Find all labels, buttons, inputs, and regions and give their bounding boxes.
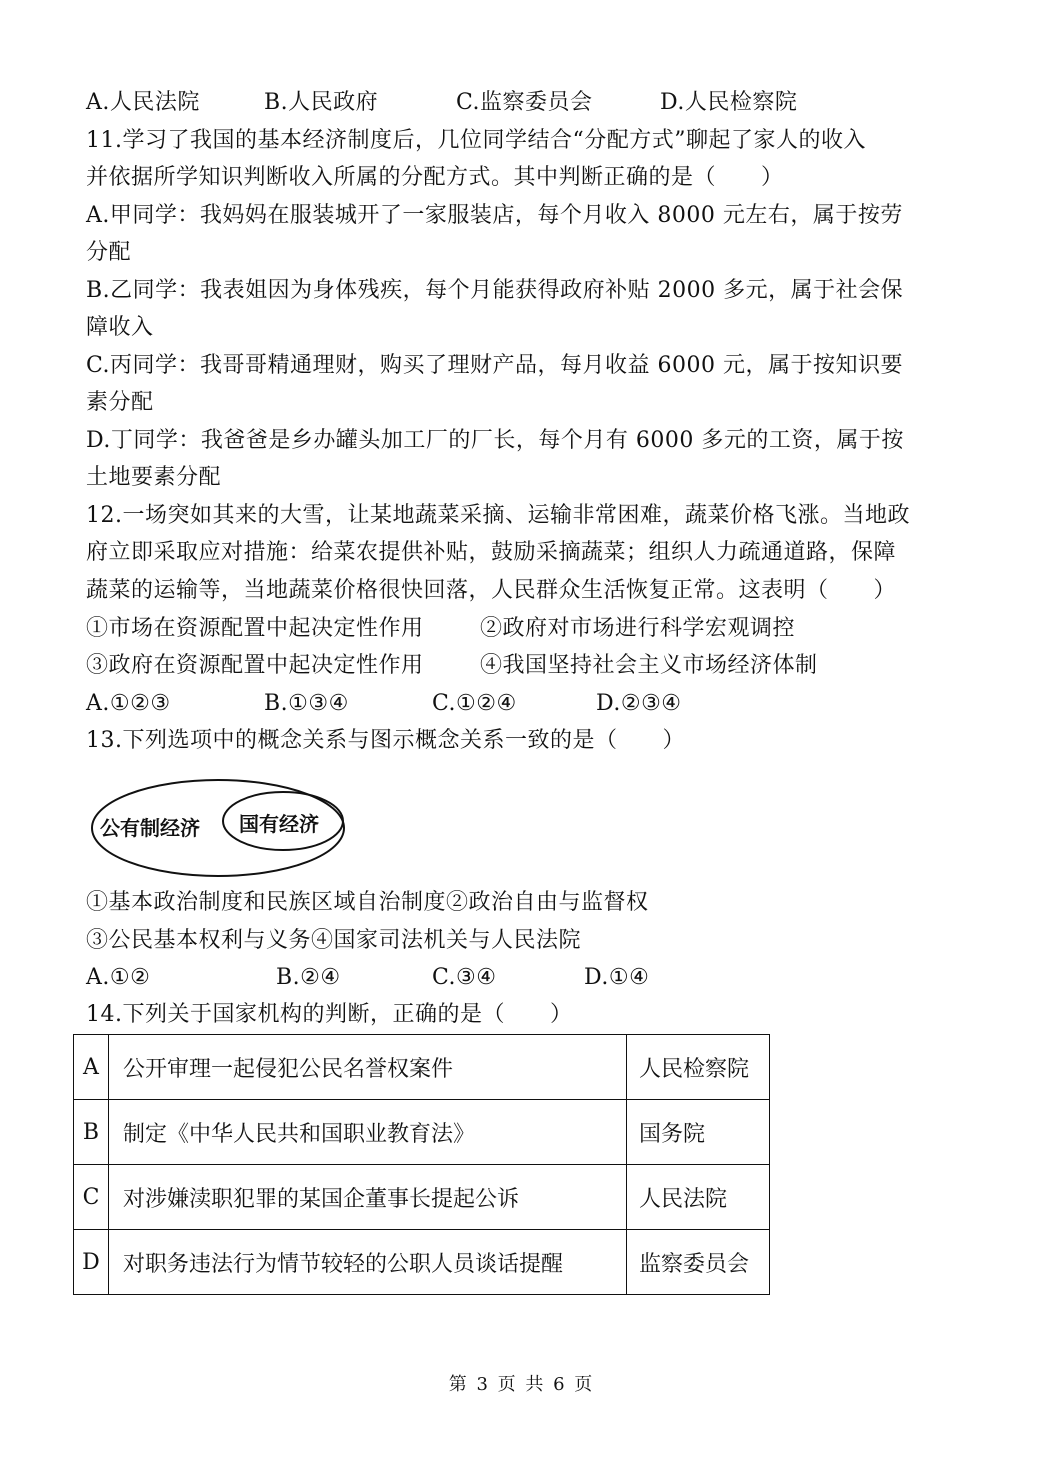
q10-option-d: D.人民检察院 xyxy=(660,90,798,115)
q11-option-d-line2: 土地要素分配 xyxy=(86,465,222,490)
q10-option-c: C.监察委员会 xyxy=(456,90,593,115)
q13-options xyxy=(86,963,966,993)
q12-statement-3: ③政府在资源配置中起决定性作用 xyxy=(86,653,424,678)
q12-option-b: B.①③④ xyxy=(264,691,349,716)
row-organ: 国务院 xyxy=(627,1100,770,1165)
q12-option-c: C.①②④ xyxy=(432,691,517,716)
q14-stem: 14.下列关于国家机构的判断，正确的是（ ） xyxy=(86,1002,573,1027)
diagram-outer-label: 公有制经济 xyxy=(100,816,200,840)
q11-option-a-line1: A.甲同学：我妈妈在服装城开了一家服装店，每个月收入 8000 元左右，属于按劳 xyxy=(86,203,903,228)
q13-stem: 13.下列选项中的概念关系与图示概念关系一致的是（ ） xyxy=(86,728,685,753)
diagram-inner-label: 国有经济 xyxy=(239,812,319,836)
q11-option-d-line1: D.丁同学：我爸爸是乡办罐头加工厂的厂长，每个月有 6000 多元的工资，属于按 xyxy=(86,428,904,453)
q13-option-d: D.①④ xyxy=(584,965,650,990)
q11-option-a-line2: 分配 xyxy=(86,240,132,265)
q12-statement-1: ①市场在资源配置中起决定性作用 xyxy=(86,616,424,641)
q12-option-a: A.①②③ xyxy=(86,691,171,716)
q11-option-b-line2: 障收入 xyxy=(86,315,154,340)
row-letter: C xyxy=(74,1165,109,1230)
row-description: 公开审理一起侵犯公民名誉权案件 xyxy=(109,1035,627,1100)
q12-stem-line1: 12.一场突如其来的大雪，让某地蔬菜采摘、运输非常困难，蔬菜价格飞涨。当地政 xyxy=(86,503,910,528)
q11-option-c-line1: C.丙同学：我哥哥精通理财，购买了理财产品，每月收益 6000 元，属于按知识要 xyxy=(86,353,904,378)
q12-statements-row2 xyxy=(86,651,966,681)
row-letter: A xyxy=(74,1035,109,1100)
q12-statements-row1 xyxy=(86,614,966,644)
q12-option-d: D.②③④ xyxy=(596,691,682,716)
q10-option-b: B.人民政府 xyxy=(264,90,379,115)
q10-options xyxy=(86,88,966,118)
concept-diagram xyxy=(90,778,350,878)
q10-option-a: A.人民法院 xyxy=(86,90,200,115)
q12-stem-line3: 蔬菜的运输等，当地蔬菜价格很快回落，人民群众生活恢复正常。这表明（ ） xyxy=(86,578,897,603)
page-footer: 第 3 页 共 6 页 xyxy=(448,1374,595,1395)
q13-option-a: A.①② xyxy=(86,965,151,990)
q12-options xyxy=(86,689,966,719)
q11-stem-line1: 11.学习了我国的基本经济制度后，几位同学结合“分配方式”聊起了家人的收入 xyxy=(86,128,866,153)
row-organ: 人民法院 xyxy=(627,1165,770,1230)
table-row xyxy=(74,1100,770,1165)
row-organ: 监察委员会 xyxy=(627,1230,770,1295)
q11-option-c-line2: 素分配 xyxy=(86,390,154,415)
row-letter: B xyxy=(74,1100,109,1165)
q11-stem-line2: 并依据所学知识判断收入所属的分配方式。其中判断正确的是（ ） xyxy=(86,165,784,190)
row-description: 制定《中华人民共和国职业教育法》 xyxy=(109,1100,627,1165)
row-letter: D xyxy=(74,1230,109,1295)
row-description: 对职务违法行为情节较轻的公职人员谈话提醒 xyxy=(109,1230,627,1295)
q12-statement-2: ②政府对市场进行科学宏观调控 xyxy=(480,616,796,641)
q14-table xyxy=(73,1034,770,1295)
row-description: 对涉嫌渎职犯罪的某国企董事长提起公诉 xyxy=(109,1165,627,1230)
table-row xyxy=(74,1035,770,1100)
q13-option-b: B.②④ xyxy=(276,965,341,990)
table-row xyxy=(74,1165,770,1230)
q13-line1: ①基本政治制度和民族区域自治制度②政治自由与监督权 xyxy=(86,890,649,915)
q12-stem-line2: 府立即采取应对措施：给菜农提供补贴，鼓励采摘蔬菜；组织人力疏通道路，保障 xyxy=(86,540,897,565)
q13-option-c: C.③④ xyxy=(432,965,497,990)
row-organ: 人民检察院 xyxy=(627,1035,770,1100)
table-row xyxy=(74,1230,770,1295)
q12-statement-4: ④我国坚持社会主义市场经济体制 xyxy=(480,653,818,678)
q11-option-b-line1: B.乙同学：我表姐因为身体残疾，每个月能获得政府补贴 2000 多元，属于社会保 xyxy=(86,278,904,303)
q13-line2: ③公民基本权利与义务④国家司法机关与人民法院 xyxy=(86,928,582,953)
